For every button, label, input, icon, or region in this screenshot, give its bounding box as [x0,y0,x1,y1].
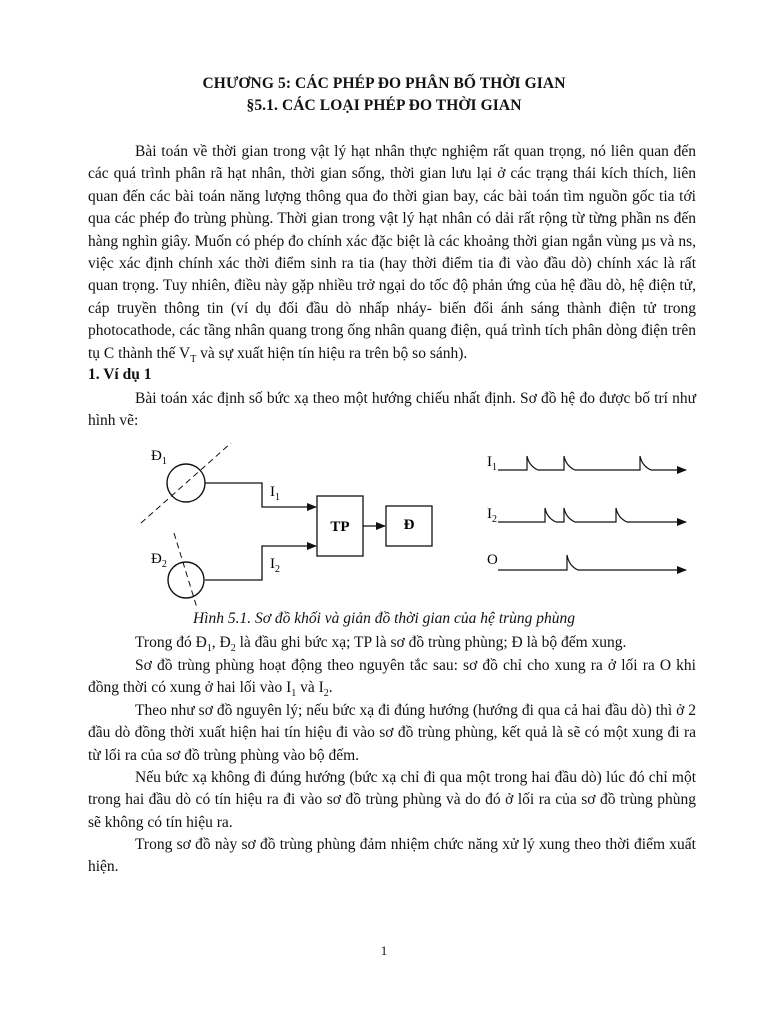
label-i1: $I_1$ [270,484,280,503]
timing-line-i1 [498,456,686,470]
paragraph-function: Trong sơ đồ này sơ đồ trùng phùng đảm nhiệm chức năng xử lý xung theo thời điểm xuất hiện. [88,836,696,876]
label-d: Đ [403,517,415,533]
paragraph-wrong-direction: Nếu bức xạ không đi đúng hướng (bức xạ chỉ đi qua một trong hai đầu dò) lúc đó chỉ một trong hai đầu dò có tín hiệu ra đi vào sơ đồ trùng phùng và do đó ở lối ra của sơ đồ trùng phùng sẽ không có tín hiệu ra. [88,769,696,831]
paragraph-principle: Sơ đồ trùng phùng hoạt động theo nguyên tắc sau: sơ đồ chỉ cho xung ra ở lối ra O khi đồng thời có xung ở hai lối vào $I_1$ và $I_2$. [88,657,696,700]
label-d1: $Đ_1$ [151,448,167,467]
label-d2: $Đ_2$ [151,551,167,570]
timing-label-o: O [487,552,498,568]
chapter-title: CHƯƠNG 5: CÁC PHÉP ĐO PHÂN BỐ THỜI GIAN [202,75,566,92]
paragraph-correct-direction: Theo như sơ đồ nguyên lý; nếu bức xạ đi đúng hướng (hướng đi qua cả hai đầu dò) thì ở 2 đầu dò đồng thời xuất hiện hai tín hiệu đi vào sơ đồ trùng phùng, kết quả là sẽ có một xung đi ra từ lối ra của sơ đồ trùng phùng vào bộ đếm. [88,702,696,764]
wire-i2 [205,546,316,580]
timing-label-i2: $I_2$ [487,506,497,525]
timing-line-i2 [498,508,686,522]
wire-i1 [205,483,316,507]
timing-label-i1: $I_1$ [487,454,497,473]
timing-line-o [498,555,686,570]
example-heading: 1. Ví dụ 1 [88,366,152,383]
example-paragraph: Bài toán xác định số bức xạ theo một hướng chiếu nhất định. Sơ đồ hệ đo được bố trí như hình vẽ: [88,390,696,430]
intro-paragraph: Bài toán về thời gian trong vật lý hạt nhân thực nghiệm rất quan trọng, nó liên quan đến các quá trình phân rã hạt nhân, thời gian sống, thời gian lưu lại ở các trạng thái kích thích, liên quan đến các bài toán năng lượng thông qua đo thời gian bay, các bài toán tìm nguồn gốc tia tới qua các phép đo trùng phùng. Thời gian trong vật lý hạt nhân có dải rất rộng từ từng phần ns đến hàng nghìn giây. Muốn có phép đo chính xác đặc biệt là các khoảng thời gian ngắn vùng µs và ns, việc xác định chính xác thời điểm sinh ra tia (hay thời điểm tia đi vào đầu dò) chính xác là rất quan trọng. Tuy nhiên, điều này gặp nhiều trở ngại do tốc độ phản ứng của hệ đầu dò, hệ điện tử, cáp truyền thông tin (ví dụ đối đầu dò nhấp nháy- biến đổi ánh sáng thành điện tử trong photocathode, các tầng nhân quang trong ống nhân quang điện, quá trình tích phân dòng điện trên tụ C thành thế $V_T$ và sự xuất hiện tín hiệu ra trên bộ so sánh). [88,143,696,365]
figure-caption: Hình 5.1. Sơ đồ khối và giản đồ thời gian của hệ trùng phùng [192,610,576,627]
coincidence-figure [0,438,768,608]
detector-2 [168,533,204,608]
label-tp: TP [330,519,350,535]
label-i2: $I_2$ [270,556,280,575]
section-title: §5.1. CÁC LOẠI PHÉP ĐO THỜI GIAN [246,97,522,114]
page-number: 1 [380,943,388,958]
paragraph-definitions: Trong đó $Đ_1$, $Đ_2$ là đầu ghi bức xạ; TP là sơ đồ trùng phùng; Đ là bộ đếm xung. [135,634,627,655]
